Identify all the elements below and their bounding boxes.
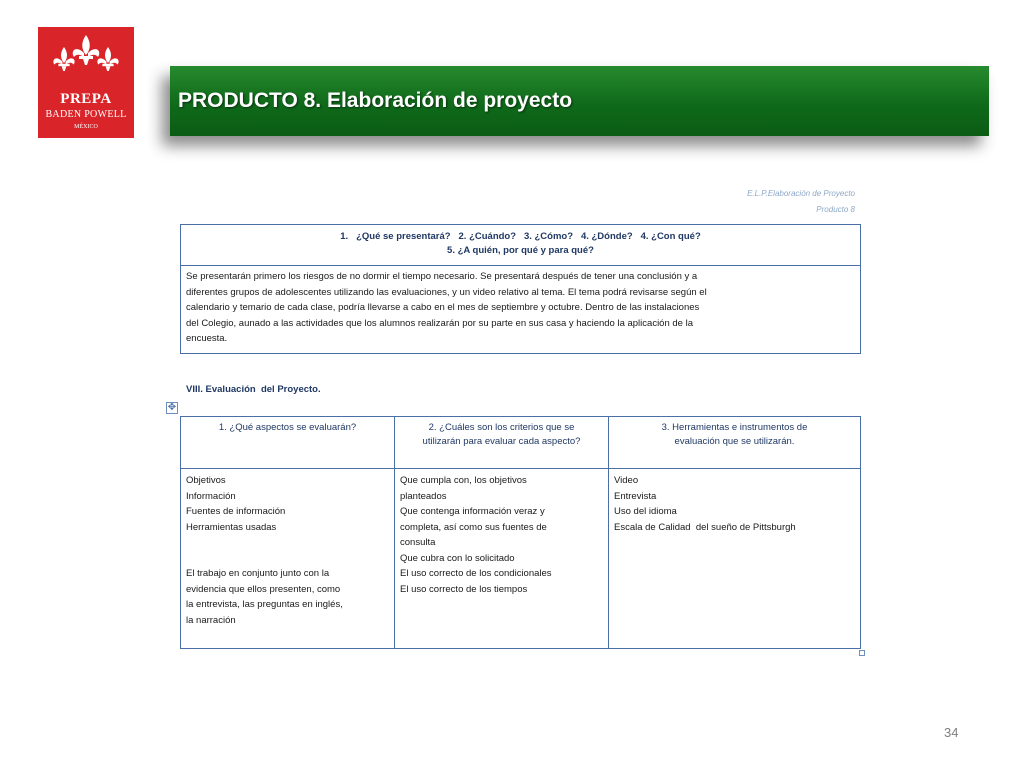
logo-country: MÉXICO: [74, 124, 98, 130]
page-number: 34: [944, 725, 959, 740]
cell-line: la narración: [186, 614, 236, 626]
document-header-line2: Producto 8: [816, 205, 855, 214]
document-header-line1: E.L.P.Elaboración de Proyecto: [747, 189, 855, 198]
evaluation-cell-tools: [609, 469, 860, 648]
answer-line: calendario y temario de cada clase, podría llevarse a cabo en el mes de septiembre y octubre. Dentro de las instalaciones: [186, 302, 700, 313]
cell-line: Uso del idioma: [614, 506, 677, 517]
cell-spacer: [186, 535, 389, 566]
logo-name: PREPA: [60, 91, 112, 107]
cell-line: completa, así como sus fuentes de: [400, 521, 547, 533]
answer-line: del Colegio, aunado a las actividades que los alumnos realizarán por su parte en sus casa y haciendo la aplicación de la: [186, 317, 693, 329]
slide-title: PRODUCTO 8. Elaboración de proyecto: [178, 89, 573, 112]
evaluation-table: [180, 416, 861, 649]
fleur-de-lis-icon: [38, 33, 134, 85]
cell-line: Escala de Calidad del sueño de Pittsburgh: [614, 521, 796, 533]
header-line: 2. ¿Cuáles son los criterios que se: [428, 422, 575, 433]
evaluation-header-tools: [609, 417, 860, 469]
questions-table: [180, 224, 861, 354]
evaluation-header-aspects: [181, 417, 395, 469]
cell-line: Video: [614, 475, 639, 486]
cell-line: Información: [186, 490, 236, 502]
cell-line: Entrevista: [614, 490, 657, 502]
answer-line: Se presentarán primero los riesgos de no dormir el tiempo necesario. Se presentará después de tener una conclusión y a: [186, 271, 698, 282]
cell-line: El trabajo en conjunto junto con la: [186, 568, 330, 579]
cell-line: Objetivos: [186, 475, 226, 486]
title-bar: [170, 66, 989, 136]
evaluation-section-title: VIII. Evaluación del Proyecto.: [186, 384, 321, 395]
header-line: 3. Herramientas e instrumentos de: [661, 422, 808, 433]
evaluation-cell-aspects: [181, 469, 395, 648]
questions-table-header: [181, 225, 860, 266]
questions-table-answer: [181, 266, 860, 353]
cell-line: El uso correcto de los condicionales: [400, 568, 552, 579]
school-logo: [38, 27, 134, 138]
cell-line: Que cubra con lo solicitado: [400, 552, 515, 564]
header-line: 1. ¿Qué aspectos se evaluarán?: [218, 422, 357, 433]
cell-line: planteados: [400, 490, 447, 502]
cell-line: Que contenga información veraz y: [400, 506, 545, 517]
cell-line: Herramientas usadas: [186, 521, 277, 533]
answer-line: diferentes grupos de adolescentes utilizando las evaluaciones, y un video relativo al tema. El tema podrá revisarse según el: [186, 286, 707, 298]
evaluation-cell-criteria: [395, 469, 609, 648]
cell-line: la entrevista, las preguntas en inglés,: [186, 599, 343, 610]
answer-line: encuesta.: [186, 333, 228, 344]
table-resize-handle[interactable]: [859, 650, 865, 656]
header-line: evaluación que se utilizarán.: [674, 436, 795, 447]
cell-line: evidencia que ellos presenten, como: [186, 583, 341, 595]
logo-subtitle: BADEN POWELL: [45, 109, 127, 120]
table-move-handle-icon[interactable]: ✥: [167, 402, 177, 413]
questions-header-line2: 5. ¿A quién, por qué y para qué?: [447, 245, 594, 256]
cell-line: consulta: [400, 537, 436, 548]
cell-line: El uso correcto de los tiempos: [400, 583, 528, 595]
questions-header-line1: 1. ¿Qué se presentará? 2. ¿Cuándo? 3. ¿Cómo? 4. ¿Dónde? 4. ¿Con qué?: [340, 231, 701, 242]
cell-line: Fuentes de información: [186, 506, 286, 517]
evaluation-header-criteria: [395, 417, 609, 469]
header-line: utilizarán para evaluar cada aspecto?: [422, 436, 581, 447]
cell-line: Que cumpla con, los objetivos: [400, 475, 527, 486]
